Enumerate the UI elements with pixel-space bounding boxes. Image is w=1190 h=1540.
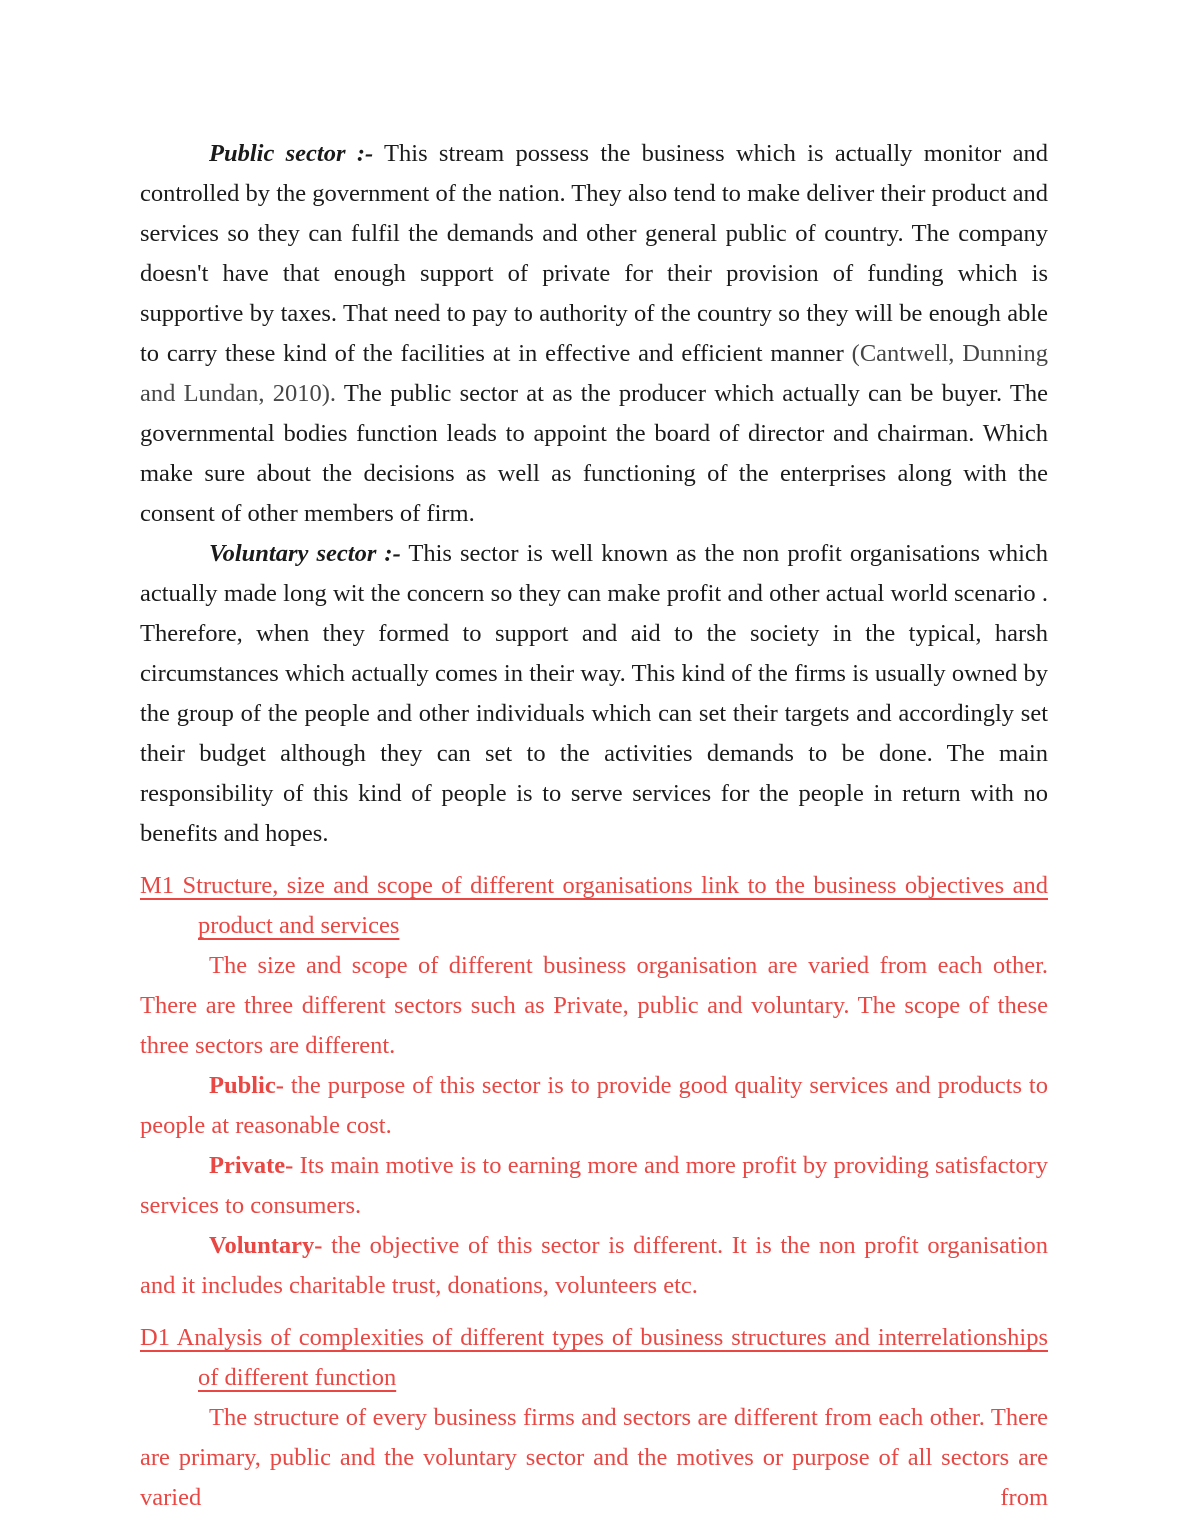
public-sector-lead-label: Public sector :- [209,140,374,167]
paragraph-public-sector [140,134,1048,534]
voluntary-definition-lead-label: Voluntary- [209,1232,323,1259]
paragraph-voluntary-sector [140,534,1048,854]
public-definition-lead-label: Public- [209,1072,284,1099]
heading-m1: M1 Structure, size and scope of different organisations link to the business objectives and product and services [140,872,1048,939]
paragraph-public-definition [140,1066,1048,1146]
voluntary-definition-text: the objective of this sector is different. It is the non profit organisation and it includes charitable trust, donations, volunteers etc. [140,1232,1048,1299]
private-definition-lead-label: Private- [209,1152,294,1179]
public-sector-text: This stream possess the business which is actually monitor and controlled by the government of the nation. They also tend to make deliver their product and services so they can fulfil the demands and other general public of country. The company doesn't have that enough support of private for their provision of funding which is supportive by taxes. That need to pay to authority of the country so they will be enough able to carry these kind of the facilities at in effective and efficient manner [140,140,1048,367]
citation-cantwell-dunning-lundan: (Cantwell, Dunning and Lundan, 2010). [140,340,1048,407]
voluntary-sector-text: This sector is well known as the non profit organisations which actually made long wit the concern so they can make profit and other actual world scenario . Therefore, when they formed to support and aid to the society in the typical, harsh circumstances which actually comes in their way. This kind of the firms is usually owned by the group of the people and other individuals which can set their targets and accordingly set their budget although they can set to the activities demands to be done. The main responsibility of this kind of people is to serve services for the people in return with no benefits and hopes. [140,540,1048,847]
private-definition-text: Its main motive is to earning more and more profit by providing satisfactory services to consumers. [140,1152,1048,1219]
paragraph-voluntary-definition [140,1226,1048,1306]
public-sector-text-after-citation: The public sector at as the producer which actually can be buyer. The governmental bodies function leads to appoint the board of director and chairman. Which make sure about the decisions as well as functioning of the enterprises along with the consent of other members of firm. [140,380,1048,527]
heading-d1: D1 Analysis of complexities of different types of business structures and interrelationships of different function [140,1324,1048,1391]
public-definition-text: the purpose of this sector is to provide good quality services and products to people at reasonable cost. [140,1072,1048,1139]
paragraph-private-definition [140,1146,1048,1226]
paragraph-m1-body: The size and scope of different business organisation are varied from each other. There are three different sectors such as Private, public and voluntary. The scope of these three sectors are different. [140,952,1048,1059]
paragraph-d1-body: The structure of every business firms and sectors are different from each other. There are primary, public and the voluntary sector and the motives or purpose of all sectors are varied from [140,1404,1048,1511]
voluntary-sector-lead-label: Voluntary sector :- [209,540,401,567]
